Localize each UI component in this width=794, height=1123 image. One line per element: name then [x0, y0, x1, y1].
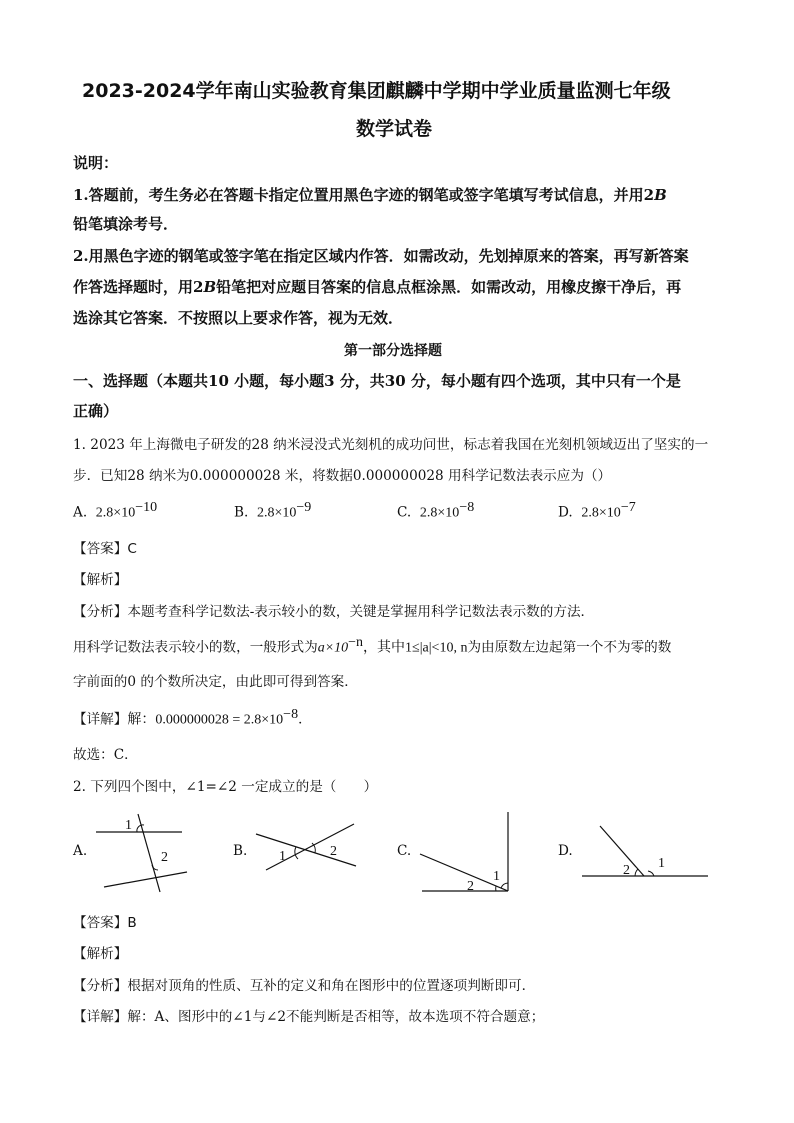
q2-fenxi: 【分析】根据对顶角的性质、互补的定义和角在图形中的位置逐项判断即可．	[73, 978, 536, 994]
q1-option-b: B. $2.8\times 10^{-9}$	[234, 500, 312, 521]
part1-heading: 第一部分选择题	[344, 343, 442, 359]
q2-text: 2. 下列四个图中，∠1=∠2 一定成立的是（ ）	[73, 779, 378, 795]
q2-figure-a	[92, 808, 192, 896]
q2-detail: 【详解】解：A、图形中的∠1与∠2不能判断是否相等，故本选项不符合题意；	[73, 1009, 545, 1025]
q2-figure-c-label: C.	[397, 843, 412, 859]
exam-title-line2: 数学试卷	[356, 118, 433, 140]
q2-figure-d-angle2: 2	[623, 863, 630, 878]
q1-option-c: C. $2.8\times 10^{-8}$	[397, 500, 475, 521]
q1-answer: 【答案】C	[73, 541, 137, 557]
q2-figure-d	[580, 820, 710, 882]
instruction-item2-line2: 作答选择题时，用2B铅笔把对应题目答案的信息点框涂黑．如需改动，用橡皮擦干净后，再	[73, 278, 682, 296]
q1-detail: 【详解】解：$0.000000028 = 2.8\times 10^{-8}$．	[73, 707, 312, 728]
q1-fenxi: 【分析】本题考查科学记数法-表示较小的数，关键是掌握用科学记数法表示数的方法．	[73, 604, 595, 620]
q2-figure-b-angle1: 1	[279, 849, 286, 864]
q1-option-d: D. $2.8\times 10^{-7}$	[558, 500, 636, 521]
instructions-label: 说明：	[73, 154, 119, 172]
q2-figure-d-label: D.	[558, 843, 573, 859]
section-heading-line1: 一、选择题（本题共10 小题，每小题3 分，共30 分，每小题有四个选项，其中只有一个是	[73, 372, 681, 390]
q2-figure-d-angle1: 1	[658, 856, 665, 871]
q2-figure-a-angle2: 2	[161, 850, 168, 865]
q2-figure-a-label: A.	[73, 843, 88, 859]
q2-figure-b-label: B.	[233, 843, 248, 859]
q1-general-form: 用科学记数法表示较小的数，一般形式为$a\times 10^{-n}$，其中1≤|a|<10, n为由原数左边起第一个不为零的数	[73, 635, 672, 656]
q2-answer: 【答案】B	[73, 915, 137, 931]
q2-figure-c-angle2: 2	[467, 879, 474, 894]
q1-text-line2: 步．已知28 纳米为0.000000028 米，将数据0.000000028 用科学记数法表示应为（）	[73, 468, 612, 484]
q1-choose: 故选：C．	[73, 747, 138, 763]
q1-general-form-line2: 字前面的0 的个数所决定，由此即可得到答案．	[73, 674, 358, 690]
q2-figure-b	[252, 816, 362, 876]
q2-figure-b-angle2: 2	[330, 844, 337, 859]
instruction-item1-line2: 铅笔填涂考号．	[73, 215, 179, 233]
q1-text-line1: 1. 2023 年上海微电子研发的28 纳米浸没式光刻机的成功问世，标志着我国在光刻机领域迈出了坚实的一	[73, 437, 709, 453]
q1-option-a: A. $2.8\times 10^{-10}$	[73, 500, 158, 521]
section-heading-line2: 正确）	[73, 402, 119, 420]
instruction-item1-line1: 1.答题前，考生务必在答题卡指定位置用黑色字迹的钢笔或签字笔填写考试信息，并用2B	[73, 186, 667, 204]
exam-title-line1: 2023-2024学年南山实验教育集团麒麟中学期中学业质量监测七年级	[82, 80, 671, 102]
q2-analysis-tag: 【解析】	[73, 946, 128, 962]
q2-figure-c	[416, 808, 516, 894]
q2-figure-c-angle1: 1	[493, 869, 500, 884]
instruction-item2-line3: 选涂其它答案．不按照以上要求作答，视为无效．	[73, 309, 404, 327]
q2-figure-a-angle1: 1	[125, 818, 132, 833]
q1-analysis-tag: 【解析】	[73, 572, 128, 588]
instruction-item2-line1: 2.用黑色字迹的钢笔或签字笔在指定区域内作答．如需改动，先划掉原来的答案，再写新答案	[73, 247, 689, 265]
